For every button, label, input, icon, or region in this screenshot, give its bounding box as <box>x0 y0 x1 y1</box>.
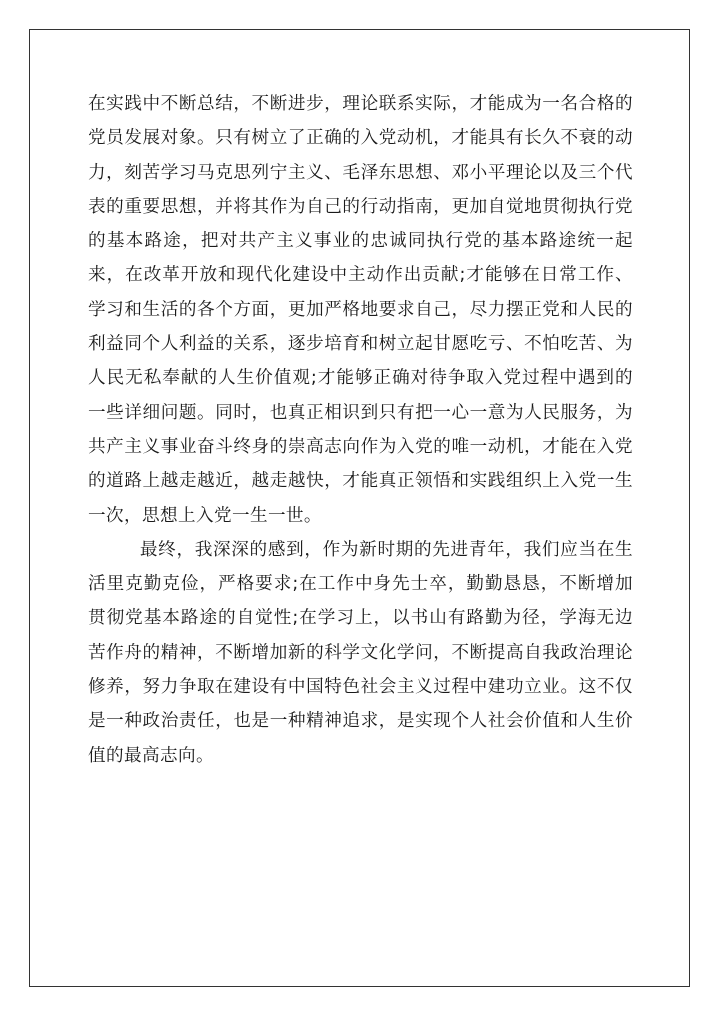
paragraph-1: 在实践中不断总结，不断进步，理论联系实际，才能成为一名合格的党员发展对象。只有树立了正确的入党动机，才能具有长久不衰的动力，刻苦学习马克思列宁主义、毛泽东思想、邓小平理论以及三个代表的重要思想，并将其作为自己的行动指南，更加自觉地贯彻执行党的基本路途，把对共产主义事业的忠诚同执行党的基本路途统一起来，在改革开放和现代化建设中主动作出贡献;才能够在日常工作、学习和生活的各个方面，更加严格地要求自己，尽力摆正党和人民的利益同个人利益的关系，逐步培育和树立起甘愿吃亏、不怕吃苦、为人民无私奉献的人生价值观;才能够正确对待争取入党过程中遇到的一些详细问题。同时，也真正相识到只有把一心一意为人民服务，为共产主义事业奋斗终身的崇高志向作为入党的唯一动机，才能在入党的道路上越走越近，越走越快，才能真正领悟和实践组织上入党一生一次，思想上入党一生一世。 <box>88 94 633 526</box>
document-body <box>88 87 633 773</box>
paragraph-2: 最终，我深深的感到，作为新时期的先进青年，我们应当在生活里克勤克俭，严格要求;在工作中身先士卒，勤勤恳恳，不断增加贯彻党基本路途的自觉性;在学习上，以书山有路勤为径，学海无边苦作舟的精神，不断增加新的科学文化学问，不断提高自我政治理论修养，努力争取在建设有中国特色社会主义过程中建功立业。这不仅是一种政治责任，也是一种精神追求，是实现个人社会价值和人生价值的最高志向。 <box>88 539 633 766</box>
